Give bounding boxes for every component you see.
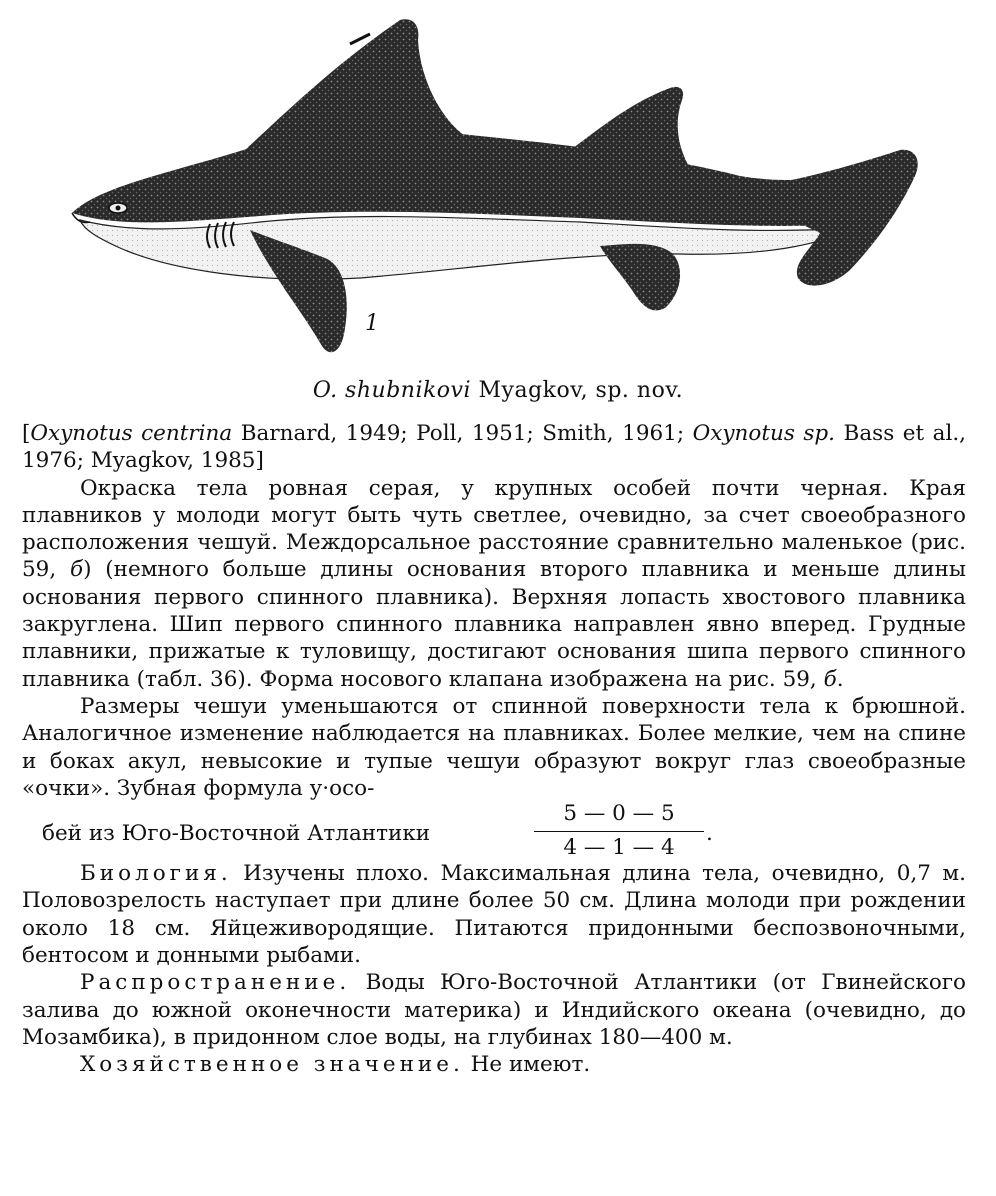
economic-paragraph: Хозяйственное значение. Не имеют. <box>80 1052 591 1078</box>
synonym-2: Oxynotus sp. <box>692 421 836 446</box>
economic-heading: Хозяйственное значение. <box>80 1052 464 1078</box>
shark-illustration <box>60 8 930 368</box>
synonym-1: Oxynotus centrina <box>30 421 233 446</box>
species-description <box>22 420 966 1079</box>
biology-paragraph: Биология. Изучены плохо. Максимальная длина тела, очевидно, 0,7 м. Половозрелость наступает при длине более 50 см. Длина молоди при рождении около 18 см. Яйцеживородящие. Питаются придонными беспозвоночными, бентосом и донными рыбами. <box>22 861 966 969</box>
shark-pelvic-fin <box>600 244 680 311</box>
figure-number-label: 1 <box>365 311 379 336</box>
dental-formula <box>534 800 704 861</box>
shark-body-dorsal <box>72 130 898 226</box>
synonymy-paragraph: [Oxynotus centrina Barnard, 1949; Poll, 1951; Smith, 1961; Oxynotus sp. Bass et al., 1976; Myagkov, 1985] <box>22 421 966 474</box>
dental-formula-line: бей из Юго-Восточной Атлантики 5 — 0 — 5 4 — 1 — 4 . <box>42 801 713 861</box>
scales-paragraph: Размеры чешуи уменьшаются от спинной поверхности тела к брюшной. Аналогичное изменение наблюдается на плавниках. Более мелкие, чем на спине и боках акул, невысокие и тупые чешуи образуют вокруг глаз своеобразные «очки». Зубная формула у·осо- <box>22 693 966 801</box>
distribution-heading: Распространение. <box>80 970 351 996</box>
distribution-paragraph: Распространение. Воды Юго-Восточной Атлантики (от Гвинейского залива до южной оконечности материка) и Индийского океана (очевидно, до Мозамбика), в придонном слое воды, на глубинах 180—400 м. <box>22 970 966 1050</box>
coloration-paragraph: Окраска тела ровная серая, у крупных особей почти черная. Края плавников у молоди могут быть чуть светлее, очевидно, за счет своеобразного расположения чешуй. Междорсальное расстояние сравнительно маленькое (рис. 59, б) (немного больше длины основания второго плавника и меньше длины основания первого спинного плавника). Верхняя лопасть хвостового плавника закруглена. Шип первого спинного плавника направлен явно вперед. Грудные плавники, прижатые к туловищу, достигают основания шипа первого спинного плавника (табл. 36). Форма носового клапана изображена на рис. 59, б. <box>22 475 966 692</box>
shark-body-ventral <box>80 217 850 280</box>
dental-formula-lower: 4 — 1 — 4 <box>563 835 675 861</box>
fraction-bar <box>534 831 704 832</box>
biology-heading: Биология. <box>80 861 232 887</box>
figure-caption <box>0 378 996 403</box>
dental-formula-upper: 5 — 0 — 5 <box>563 801 675 827</box>
dental-formula-lead: бей из Юго-Восточной Атлантики <box>42 821 431 847</box>
caption-species-name: O. shubnikovi <box>312 378 472 403</box>
shark-first-dorsal-fin <box>245 19 465 150</box>
caption-authority: Myagkov, sp. nov. <box>471 378 684 403</box>
